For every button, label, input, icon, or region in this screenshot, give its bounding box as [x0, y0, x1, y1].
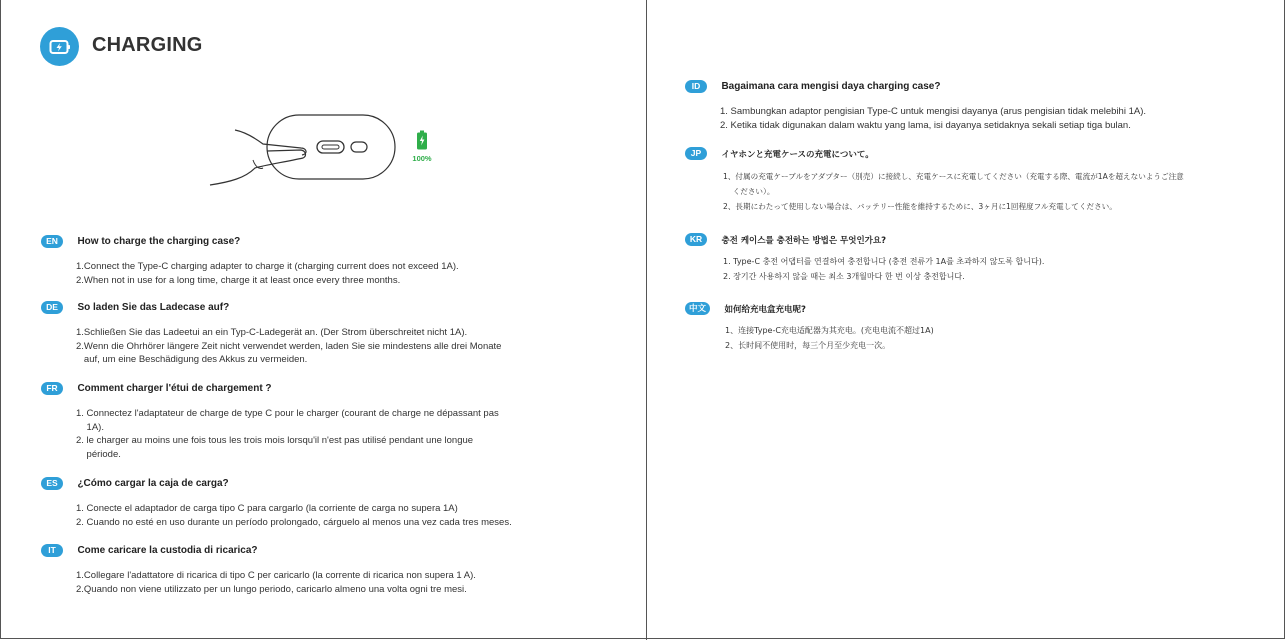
- instruction-line: 1. Conecte el adaptador de carga tipo C para cargarlo (la corriente de carga no supera 1A): [76, 503, 458, 514]
- language-badge: JP: [685, 147, 707, 160]
- instruction-line: 2.When not in use for a long time, charge it at least once every three months.: [76, 274, 401, 286]
- instruction-line: 1. Type-C 충전 어댑터를 연결하여 충전합니다 (충전 전류가 1A를 초과하지 않도록 합니다).: [723, 257, 1045, 266]
- instruction-line: 2、长时间不使用时，每三个月至少充电一次。: [725, 341, 891, 350]
- instruction-line: 2、長期にわたって使用しない場合は、バッテリー性能を維持するために、3ヶ月に1回程度フル充電してください。: [723, 202, 1117, 211]
- section-question: 如何给充电盒充电呢?: [724, 304, 806, 315]
- language-badge: KR: [685, 233, 707, 246]
- section-question: How to charge the charging case?: [77, 236, 241, 248]
- section-instructions: [76, 569, 476, 596]
- section-instructions: [725, 323, 934, 353]
- section-de: [41, 299, 501, 367]
- language-badge: ES: [41, 477, 63, 490]
- section-question: イヤホンと充電ケースの充電について。: [721, 149, 874, 160]
- instruction-line: période.: [76, 448, 121, 460]
- section-en: [41, 233, 459, 287]
- section-instructions: [720, 105, 1146, 132]
- section-question: Bagaimana cara mengisi daya charging case?: [721, 81, 941, 93]
- language-badge: ID: [685, 80, 707, 93]
- section-instructions: [76, 326, 501, 367]
- section-question: ¿Cómo cargar la caja de carga?: [77, 478, 229, 490]
- instruction-line: 1、连接Type-C充电适配器为其充电。(充电电流不超过1A): [725, 326, 934, 335]
- section-instructions: [723, 169, 1184, 214]
- instruction-line: 2.Wenn die Ohrhörer längere Zeit nicht verwendet werden, laden Sie sie mindestens alle drei Monate: [76, 340, 502, 352]
- instruction-line: 1. Connectez l'adaptateur de charge de type C pour le charger (courant de charge ne dépassant pas: [76, 408, 499, 419]
- instruction-line: 2. 장기간 사용하지 않을 때는 최소 3개월마다 한 번 이상 충전합니다.: [723, 272, 965, 281]
- instruction-line: 2. Ketika tidak digunakan dalam waktu yang lama, isi dayanya setidaknya sekali setiap tiga bulan.: [720, 119, 1131, 131]
- instruction-line: 2. Cuando no esté en uso durante un período prolongado, cárguelo al menos una vez cada tres meses.: [76, 516, 512, 528]
- battery-label: 100%: [412, 154, 432, 163]
- section-fr: [41, 380, 499, 461]
- section-zh: [685, 300, 934, 353]
- section-it: [41, 542, 476, 596]
- charging-icon: [40, 27, 79, 66]
- section-jp: [685, 145, 1184, 214]
- language-badge: EN: [41, 235, 63, 248]
- instruction-line: auf, um eine Beschädigung des Akkus zu vermeiden.: [76, 354, 308, 365]
- section-id: [685, 78, 1146, 132]
- language-badge: FR: [41, 382, 63, 395]
- section-instructions: [76, 260, 459, 287]
- instruction-line: 1、付属の充電ケーブルをアダプター（別売）に接続し、充電ケースに充電してください（充電する際、電流が1Aを超えないようご注意: [723, 172, 1184, 181]
- page-title: CHARGING: [92, 34, 203, 56]
- instruction-line: 1.Schließen Sie das Ladeetui an ein Typ-C-Ladegerät an. (Der Strom überschreitet nicht 1A).: [76, 327, 468, 338]
- section-question: Come caricare la custodia di ricarica?: [77, 545, 258, 557]
- battery-indicator: [408, 130, 436, 163]
- instruction-line: 1.Collegare l'adattatore di ricarica di tipo C per caricarlo (la corrente di ricarica non supera 1 A).: [76, 570, 476, 581]
- section-question: 충전 케이스를 충전하는 방법은 무엇인가요?: [721, 235, 887, 246]
- page-divider: [646, 0, 647, 640]
- language-badge: DE: [41, 301, 63, 314]
- instruction-line: 1. Sambungkan adaptor pengisian Type-C untuk mengisi dayanya (arus pengisian tidak melebihi 1A).: [720, 106, 1146, 117]
- section-instructions: [76, 502, 512, 529]
- section-question: Comment charger l'étui de chargement ?: [77, 383, 272, 395]
- section-instructions: [76, 407, 499, 461]
- instruction-line: ください）。: [723, 187, 775, 196]
- instruction-line: 1A).: [76, 421, 104, 433]
- section-instructions: [723, 254, 1044, 284]
- section-kr: [685, 231, 1044, 284]
- section-es: [41, 475, 512, 529]
- instruction-line: 2. le charger au moins une fois tous les trois mois lorsqu'il n'est pas utilisé pendant une longue: [76, 435, 474, 446]
- instruction-line: 1.Connect the Type-C charging adapter to charge it (charging current does not exceed 1A).: [76, 261, 459, 272]
- battery-full-icon: [416, 130, 428, 150]
- section-question: So laden Sie das Ladecase auf?: [77, 302, 230, 314]
- language-badge: 中文: [685, 302, 710, 315]
- language-badge: IT: [41, 544, 63, 557]
- instruction-line: 2.Quando non viene utilizzato per un lungo periodo, caricarlo almeno una volta ogni tre mesi.: [76, 583, 467, 595]
